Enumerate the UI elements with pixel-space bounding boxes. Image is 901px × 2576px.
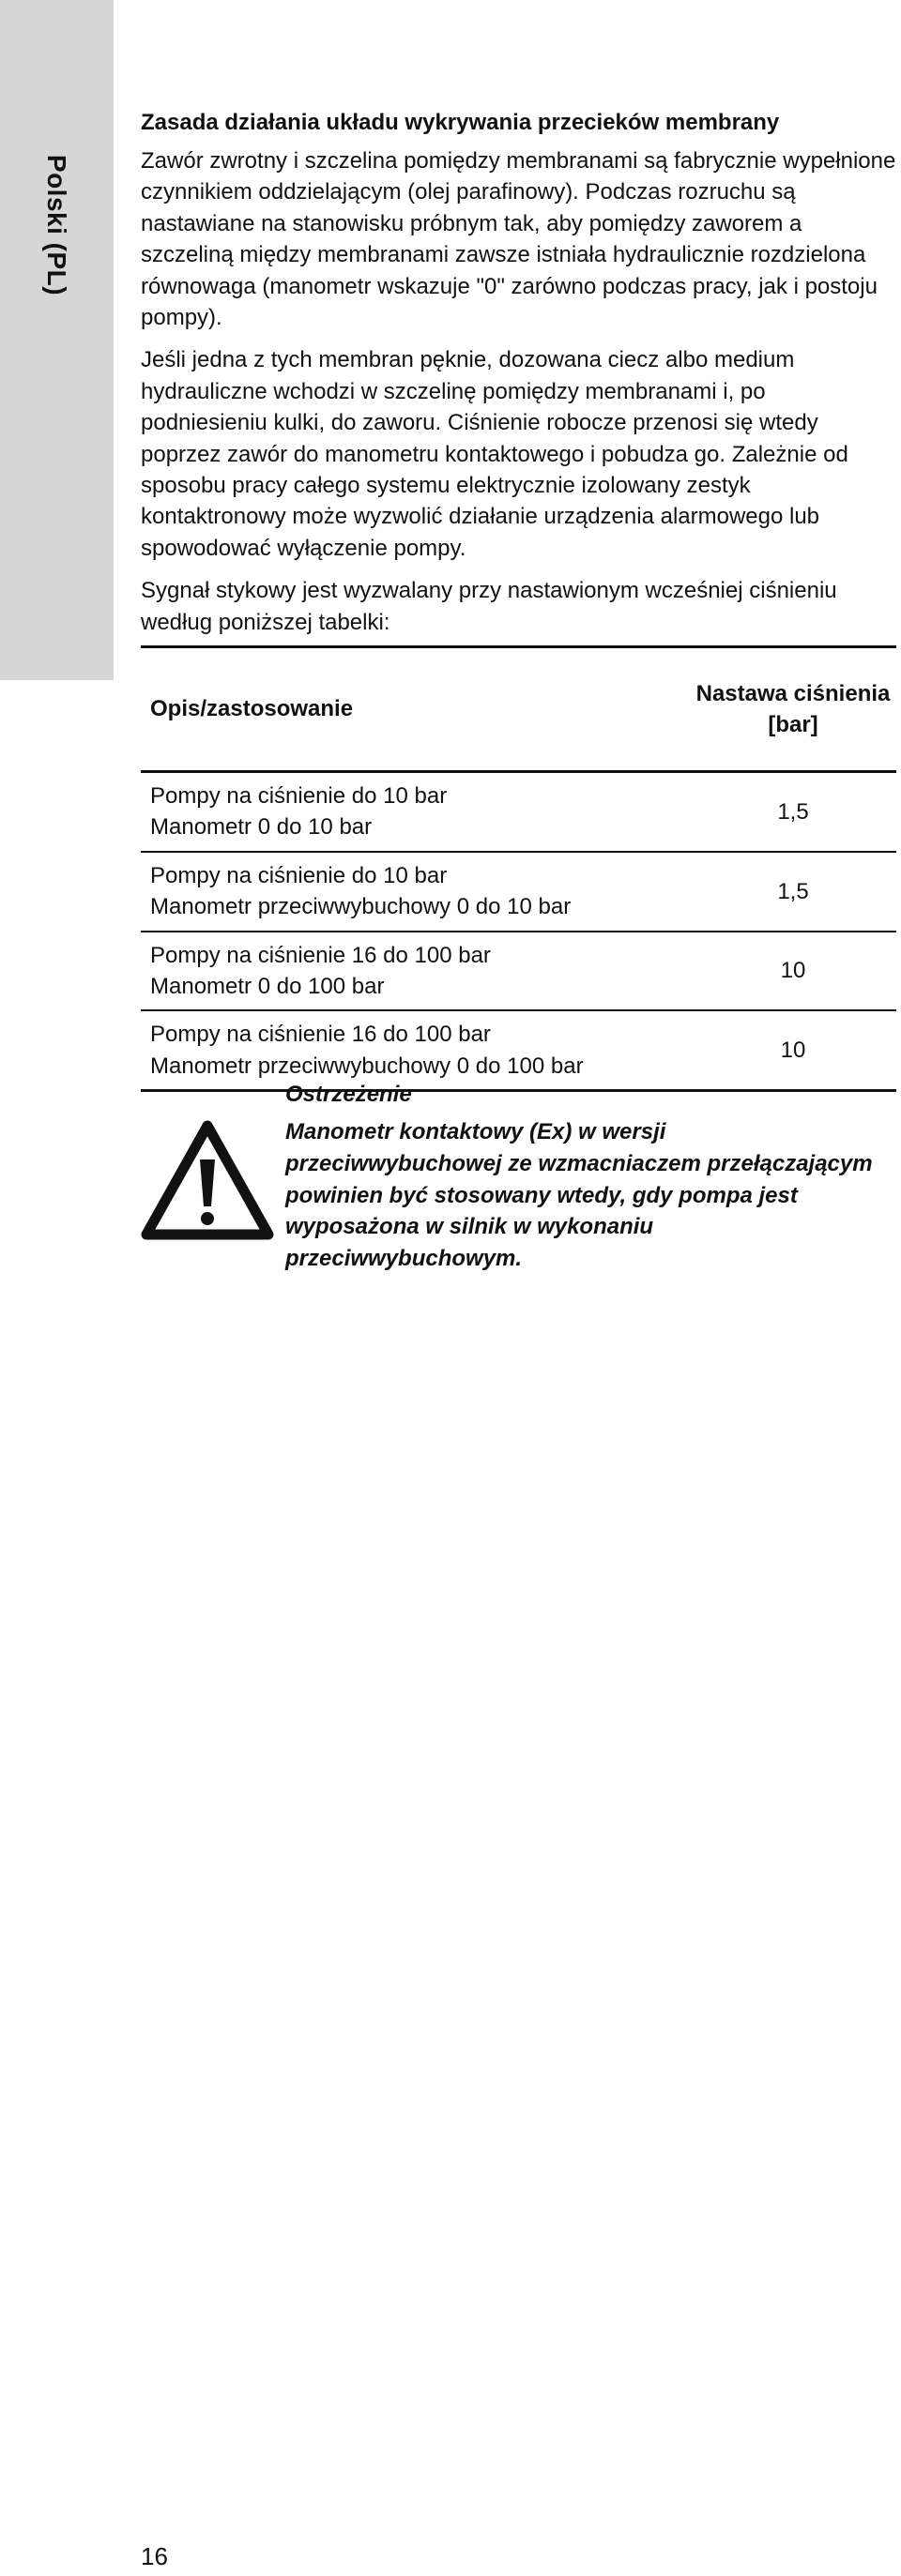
row-description [141,932,690,1011]
language-sidebar-tab [0,0,114,680]
row-value: 1,5 [777,878,809,904]
row-value: 10 [780,958,806,984]
table-row [141,852,896,932]
header-pressure-setting: Nastawa ciśnienia [bar] [695,680,891,737]
row-manometer: Manometr przeciwwybuchowy 0 do 100 bar [150,1053,584,1079]
row-description [141,772,690,852]
language-label: Polski (PL) [42,154,71,296]
warning-text: Manometr kontaktowy (Ex) w wersji przeciwwybuchowej ze wzmacniaczem przełączającym powinien być stosowany wtedy, gdy pompa jest wyposażona w silnik w wykonaniu przeciwwybuchowym. [285,1119,873,1271]
warning-box [285,1079,886,1274]
paragraph: Jeśli jedna z tych membran pęknie, dozowana ciecz albo medium hydrauliczne wchodzi w szczelinę pomiędzy membranami i, po podniesieniu kulki, do zaworu. Ciśnienie robocze przenosi się wtedy poprzez zawór do manometru kontaktowego i pobudza go. Zależnie od sposobu pracy całego systemu elektrycznie izolowany zestyk kontaktronowy może wyzwolić działanie urządzenia alarmowego lub spowodować wyłączenie pompy. [141,347,848,561]
row-pump-range: Pompy na ciśnienie do 10 bar [150,783,448,809]
warning-triangle-icon [141,1118,274,1242]
main-content [141,107,896,649]
row-value: 1,5 [777,798,809,825]
paragraph: Sygnał stykowy jest wyzwalany przy nastawionym wcześniej ciśnieniu według poniższej tabelki: [141,578,837,635]
pressure-setting-table [141,645,896,1092]
table-row [141,772,896,852]
page-number: 16 [141,2542,168,2570]
warning-title: Ostrzeżenie [285,1082,412,1107]
table-row [141,932,896,1011]
row-value: 10 [780,1038,806,1064]
row-pump-range: Pompy na ciśnienie do 10 bar [150,862,448,888]
table-header-row [141,647,896,772]
paragraph: Zawór zwrotny i szczelina pomiędzy membranami są fabrycznie wypełnione czynnikiem oddzielającym (olej parafinowy). Podczas rozruchu są nastawiane na stanowisku próbnym tak, aby pomiędzy zaworem a szczeliną między membranami zawsze istniała hydraulicznie rozdzielona równowaga (manometr wskazuje "0" zarówno podczas pracy, jak i postoju pompy). [141,148,896,331]
row-manometer: Manometr 0 do 100 bar [150,974,385,1000]
row-manometer: Manometr 0 do 10 bar [150,814,373,841]
row-description [141,852,690,932]
row-pump-range: Pompy na ciśnienie 16 do 100 bar [150,942,491,968]
header-description: Opis/zastosowanie [150,696,354,722]
row-manometer: Manometr przeciwwybuchowy 0 do 10 bar [150,894,572,920]
row-pump-range: Pompy na ciśnienie 16 do 100 bar [150,1022,491,1048]
section-title: Zasada działania układu wykrywania przecieków membrany [141,110,780,135]
